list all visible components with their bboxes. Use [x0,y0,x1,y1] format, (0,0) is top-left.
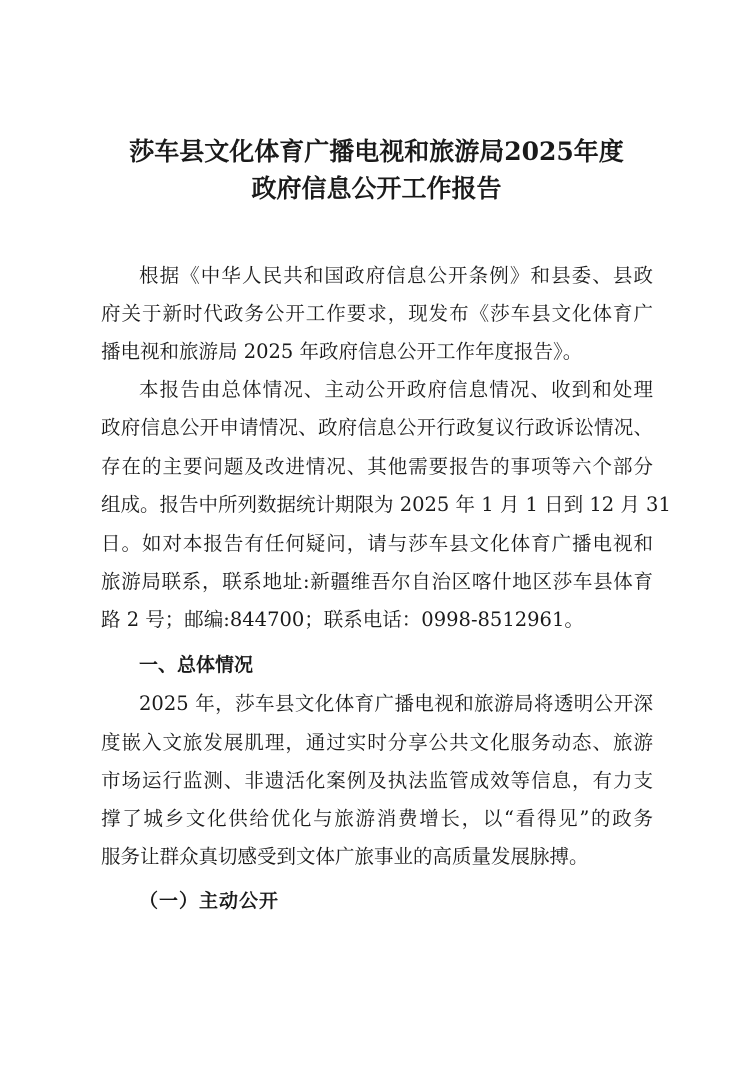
section-heading-overview: 一、总体情况 [139,654,254,676]
paragraph-2-line-7: 路 2 号；邮编:844700；联系电话：0998-8512961。 [101,608,584,631]
paragraph-2-line-1: 本报告由总体情况、主动公开政府信息情况、收到和处理 [139,378,653,401]
paragraph-3-line-4: 撑了城乡文化供给优化与旅游消费增长，以“看得见”的政务 [101,807,653,830]
paragraph-3-line-5: 服务让群众真切感受到文体广旅事业的高质量发展脉搏。 [101,845,589,868]
paragraph-3-line-1: 2025 年，莎车县文化体育广播电视和旅游局将透明公开深 [139,692,653,715]
paragraph-1-line-1: 根据《中华人民共和国政府信息公开条例》和县委、县政 [139,264,653,287]
paragraph-2-line-6: 旅游局联系，联系地址:新疆维吾尔自治区喀什地区莎车县体育 [101,570,653,593]
paragraph-2-line-3: 存在的主要问题及改进情况、其他需要报告的事项等六个部分 [101,455,653,478]
report-title-line-1: 莎车县文化体育广播电视和旅游局2025年度 [129,137,624,166]
report-title-line-2: 政府信息公开工作报告 [251,174,502,203]
paragraph-2-line-2: 政府信息公开申请情况、政府信息公开行政复议行政诉讼情况、 [101,416,653,439]
paragraph-3-line-2: 度嵌入文旅发展肌理，通过实时分享公共文化服务动态、旅游 [101,731,653,754]
paragraph-1-line-3: 播电视和旅游局 2025 年政府信息公开工作年度报告》。 [101,340,583,363]
paragraph-2-line-5: 日。如对本报告有任何疑问，请与莎车县文化体育广播电视和 [101,532,653,555]
paragraph-1-line-2: 府关于新时代政务公开工作要求，现发布《莎车县文化体育广 [101,302,653,325]
subsection-heading-proactive-disclosure: （一）主动公开 [139,890,280,912]
paragraph-3-line-3: 市场运行监测、非遗活化案例及执法监管成效等信息，有力支 [101,769,653,792]
paragraph-2-line-4: 组成。报告中所列数据统计期限为 2025 年 1 月 1 日到 12 月 31 [101,493,671,516]
